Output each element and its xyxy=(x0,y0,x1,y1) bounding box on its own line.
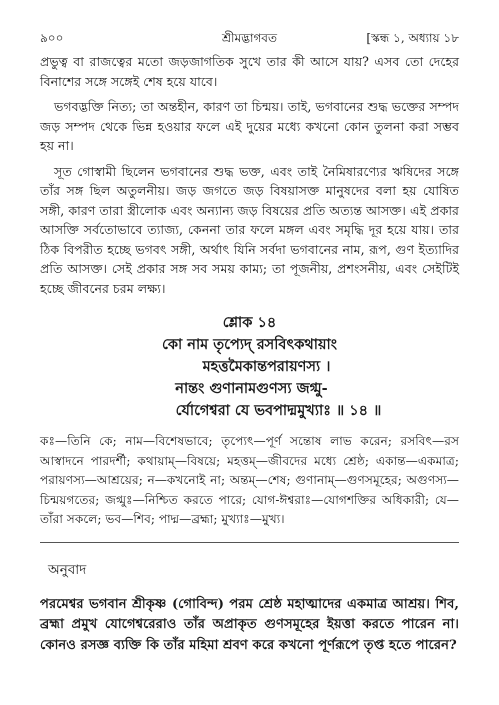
verse-line-2: মহত্তমৈকান্তপরায়ণস্য । xyxy=(202,358,331,375)
translation-heading: অনুবাদ xyxy=(48,561,87,578)
verse-heading: শ্লোক ১৪ xyxy=(222,314,277,331)
book-title: শ্রীমদ্ভাগবত xyxy=(221,31,277,45)
verse-line-4: র্যোগেশ্বরা যে ভবপাদ্মমুখ্যাঃ ॥ ১৪ ॥ xyxy=(175,402,382,419)
word-synonyms: কঃ—তিনি কে; নাম—বিশেষভাবে; তৃপ্যেৎ—পূর্ণ সন্তোষ লাভ করেন; রসবিৎ—রস আস্বাদনে পারদর্শী; কথায়াম্—বিষয়ে; মহত্তম্—জীবদের মধ্যে শ্রেষ্ঠ; একান্ত—একমাত্র; পরায়ণস্য—আশ্রয়ের; ন—কখনোই না; অন্তম্—শেষ; গুণানাম্—গুণসমূহের; অগুণস্য—চিন্ময়গতের; জগ্মুঃ—নিশ্চিত করতে পারে; যোগ-ঈশ্বরাঃ—যোগশক্তির অধিকারী; যে—তাঁরা সকলে; ভব—শিব; পাদ্ম—ব্রহ্মা; মুখ্যাঃ—মুখ্য। xyxy=(40,434,459,526)
translation-text: পরমেশ্বর ভগবান শ্রীকৃষ্ণ (গোবিন্দ) পরম শ্রেষ্ঠ মহাত্মাদের একমাত্র আশ্রয়। শিব, ব্রহ্মা প্রমুখ যোগেশ্বরেরাও তাঁর অপ্রাকৃত গুণসমূহের ইয়ত্তা করতে পারেন না। কোনও রসজ্ঞ ব্যক্তি কি তাঁর মহিমা শ্রবণ করে কখনো পূর্ণরূপে তৃপ্ত হতে পারেন? xyxy=(40,596,459,653)
purport-paragraph-3: সূত গোস্বামী ছিলেন ভগবানের শুদ্ধ ভক্ত, এবং তাই নৈমিষারণ্যের ঋষিদের সঙ্গে তাঁর সঙ্গ ছিল অতুলনীয়। জড় জগতে জড় বিষয়াসক্ত মানুষদের বলা হয় যোষিত সঙ্গী, কারণ তারা স্ত্রীলোক এবং অন্যান্য জড় বিষয়ের প্রতি অত্যন্ত আসক্ত। এই প্রকার আসক্তি সর্বতোভাবে ত্যাজ্য, কেননা তার ফলে মঙ্গল এবং সমৃদ্ধি দূর হয়ে যায়। তার ঠিক বিপরীত হচ্ছে ভগবৎ সঙ্গী, অর্থাৎ যিনি সর্বদা ভগবানের নাম, রূপ, গুণ ইত্যাদির প্রতি আসক্ত। সেই প্রকার সঙ্গ সব সময় কাম্য; তা পূজনীয়, প্রশংসনীয়, এবং সেইটিই হচ্ছে জীবনের চরম লক্ষ্য। xyxy=(40,163,459,296)
chapter-info: [স্কন্ধ ১, অধ্যায় ১৮ xyxy=(366,31,459,45)
purport-paragraph-1: প্রভুত্ব বা রাজত্বের মতো জড়জাগতিক সুখে তার কী আসে যায়? এসব তো দেহের বিনাশের সঙ্গে সঙ্গেই শেষ হয়ে যাবে। xyxy=(40,54,459,89)
sanskrit-verse xyxy=(40,312,459,422)
verse-line-3: নান্তং গুণানামগুণস্য জগ্মু- xyxy=(175,380,328,397)
purport-paragraph-2: ভগবদ্ভক্তি নিত্য; তা অন্তহীন, কারণ তা চিন্ময়। তাই, ভগবানের শুদ্ধ ভক্তের সম্পদ জড় সম্পদ থেকে ভিন্ন হওয়ার ফলে এই দুয়ের মধ্যে কখনো কোন তুলনা করা সম্ভব হয় না। xyxy=(40,99,459,153)
verse-line-1: কো নাম তৃপ্যেদ্ রসবিৎকথায়াং xyxy=(162,336,337,353)
section-divider xyxy=(40,542,459,543)
page-header xyxy=(40,30,459,52)
page-number: ৯০০ xyxy=(40,31,64,45)
